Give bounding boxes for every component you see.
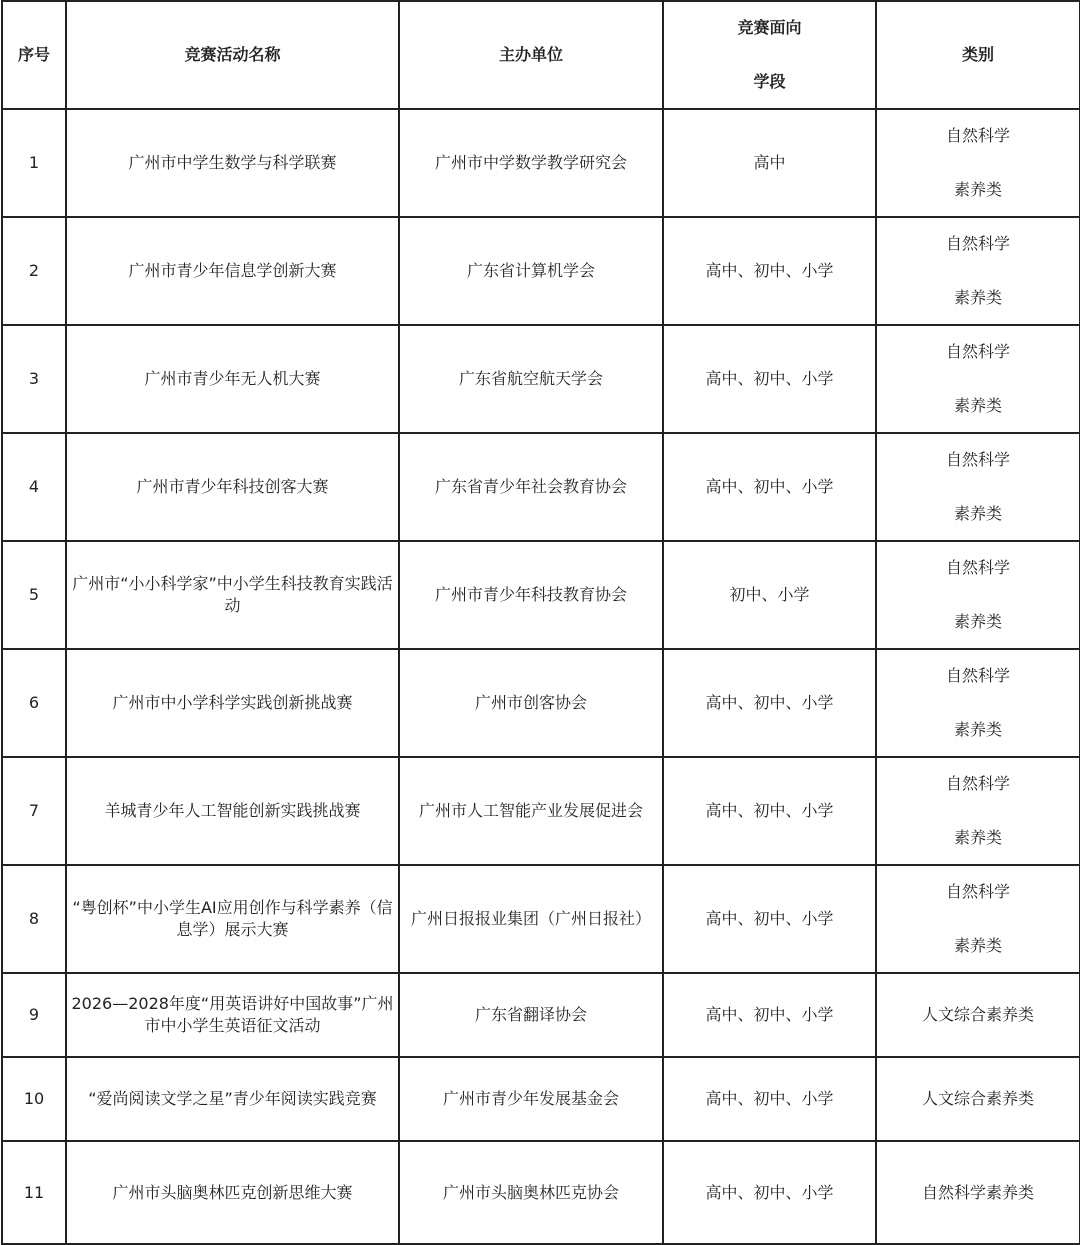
category-line2: 素养类 xyxy=(953,936,1002,955)
cell-category: 人文综合素养类 xyxy=(876,973,1080,1057)
cell-name: “粤创杯”中小学生AI应用创作与科学素养（信息学）展示大赛 xyxy=(66,865,399,973)
table-body xyxy=(2,109,1080,1244)
header-stage-line2: 学段 xyxy=(753,72,786,91)
table-row xyxy=(2,757,1080,865)
cell-stage: 高中、初中、小学 xyxy=(663,757,876,865)
cell-name: 广州市中小学科学实践创新挑战赛 xyxy=(66,649,399,757)
cell-stage: 高中、初中、小学 xyxy=(663,865,876,973)
cell-name: 广州市青少年无人机大赛 xyxy=(66,325,399,433)
cell-category xyxy=(876,109,1080,217)
category-lines xyxy=(880,773,1076,849)
cell-name: 广州市青少年信息学创新大赛 xyxy=(66,217,399,325)
category-line1: 自然科学 xyxy=(945,666,1010,685)
header-stage-lines xyxy=(667,17,872,93)
cell-stage: 高中、初中、小学 xyxy=(663,973,876,1057)
cell-seq: 9 xyxy=(2,973,66,1057)
cell-stage: 初中、小学 xyxy=(663,541,876,649)
category-lines xyxy=(880,233,1076,309)
table-row xyxy=(2,217,1080,325)
header-row xyxy=(2,1,1080,109)
cell-category: 自然科学素养类 xyxy=(876,1141,1080,1244)
cell-category: 人文综合素养类 xyxy=(876,1057,1080,1141)
cell-organizer: 广州日报报业集团（广州日报社） xyxy=(399,865,663,973)
category-line2: 素养类 xyxy=(953,720,1002,739)
cell-seq: 8 xyxy=(2,865,66,973)
competition-table xyxy=(1,0,1080,1245)
cell-stage: 高中、初中、小学 xyxy=(663,1141,876,1244)
cell-category xyxy=(876,649,1080,757)
category-line2: 素养类 xyxy=(953,396,1002,415)
cell-name: 广州市“小小科学家”中小学生科技教育实践活动 xyxy=(66,541,399,649)
header-name: 竞赛活动名称 xyxy=(66,1,399,109)
category-line2: 素养类 xyxy=(953,504,1002,523)
table-row xyxy=(2,541,1080,649)
cell-stage: 高中、初中、小学 xyxy=(663,433,876,541)
cell-seq: 3 xyxy=(2,325,66,433)
cell-name: 广州市青少年科技创客大赛 xyxy=(66,433,399,541)
cell-seq: 10 xyxy=(2,1057,66,1141)
category-line1: 自然科学 xyxy=(945,234,1010,253)
category-lines xyxy=(880,881,1076,957)
category-line2: 素养类 xyxy=(953,180,1002,199)
category-lines xyxy=(880,665,1076,741)
header-stage xyxy=(663,1,876,109)
cell-seq: 2 xyxy=(2,217,66,325)
cell-stage: 高中 xyxy=(663,109,876,217)
table-row xyxy=(2,649,1080,757)
cell-organizer: 广东省计算机学会 xyxy=(399,217,663,325)
cell-category xyxy=(876,865,1080,973)
category-line2: 素养类 xyxy=(953,828,1002,847)
table-row xyxy=(2,325,1080,433)
cell-stage: 高中、初中、小学 xyxy=(663,649,876,757)
cell-organizer: 广州市青少年发展基金会 xyxy=(399,1057,663,1141)
cell-organizer: 广州市创客协会 xyxy=(399,649,663,757)
cell-organizer: 广东省翻译协会 xyxy=(399,973,663,1057)
category-line1: 自然科学 xyxy=(945,774,1010,793)
cell-stage: 高中、初中、小学 xyxy=(663,1057,876,1141)
cell-name: “爱尚阅读文学之星”青少年阅读实践竞赛 xyxy=(66,1057,399,1141)
category-lines xyxy=(880,341,1076,417)
cell-seq: 5 xyxy=(2,541,66,649)
category-lines xyxy=(880,125,1076,201)
cell-seq: 11 xyxy=(2,1141,66,1244)
cell-category xyxy=(876,433,1080,541)
table-row xyxy=(2,865,1080,973)
category-line1: 自然科学 xyxy=(945,882,1010,901)
cell-category xyxy=(876,757,1080,865)
table-row xyxy=(2,109,1080,217)
table-row xyxy=(2,973,1080,1057)
category-lines xyxy=(880,557,1076,633)
cell-seq: 6 xyxy=(2,649,66,757)
cell-name: 2026—2028年度“用英语讲好中国故事”广州市中小学生英语征文活动 xyxy=(66,973,399,1057)
table-row xyxy=(2,1141,1080,1244)
category-line1: 自然科学 xyxy=(945,342,1010,361)
category-line2: 素养类 xyxy=(953,612,1002,631)
category-line1: 自然科学 xyxy=(945,126,1010,145)
cell-organizer: 广州市头脑奥林匹克协会 xyxy=(399,1141,663,1244)
table-row xyxy=(2,433,1080,541)
category-lines xyxy=(880,449,1076,525)
table-row xyxy=(2,1057,1080,1141)
cell-name: 广州市中学生数学与科学联赛 xyxy=(66,109,399,217)
cell-name: 羊城青少年人工智能创新实践挑战赛 xyxy=(66,757,399,865)
category-line1: 自然科学 xyxy=(945,450,1010,469)
header-stage-line1: 竞赛面向 xyxy=(737,18,802,37)
header-seq: 序号 xyxy=(2,1,66,109)
cell-organizer: 广东省青少年社会教育协会 xyxy=(399,433,663,541)
cell-seq: 7 xyxy=(2,757,66,865)
cell-organizer: 广东省航空航天学会 xyxy=(399,325,663,433)
category-line1: 自然科学 xyxy=(945,558,1010,577)
cell-seq: 1 xyxy=(2,109,66,217)
cell-stage: 高中、初中、小学 xyxy=(663,217,876,325)
cell-category xyxy=(876,541,1080,649)
category-line2: 素养类 xyxy=(953,288,1002,307)
cell-category xyxy=(876,325,1080,433)
header-category: 类别 xyxy=(876,1,1080,109)
cell-organizer: 广州市青少年科技教育协会 xyxy=(399,541,663,649)
table-header xyxy=(2,1,1080,109)
cell-seq: 4 xyxy=(2,433,66,541)
cell-stage: 高中、初中、小学 xyxy=(663,325,876,433)
cell-name: 广州市头脑奥林匹克创新思维大赛 xyxy=(66,1141,399,1244)
header-organizer: 主办单位 xyxy=(399,1,663,109)
cell-organizer: 广州市中学数学教学研究会 xyxy=(399,109,663,217)
cell-organizer: 广州市人工智能产业发展促进会 xyxy=(399,757,663,865)
cell-category xyxy=(876,217,1080,325)
